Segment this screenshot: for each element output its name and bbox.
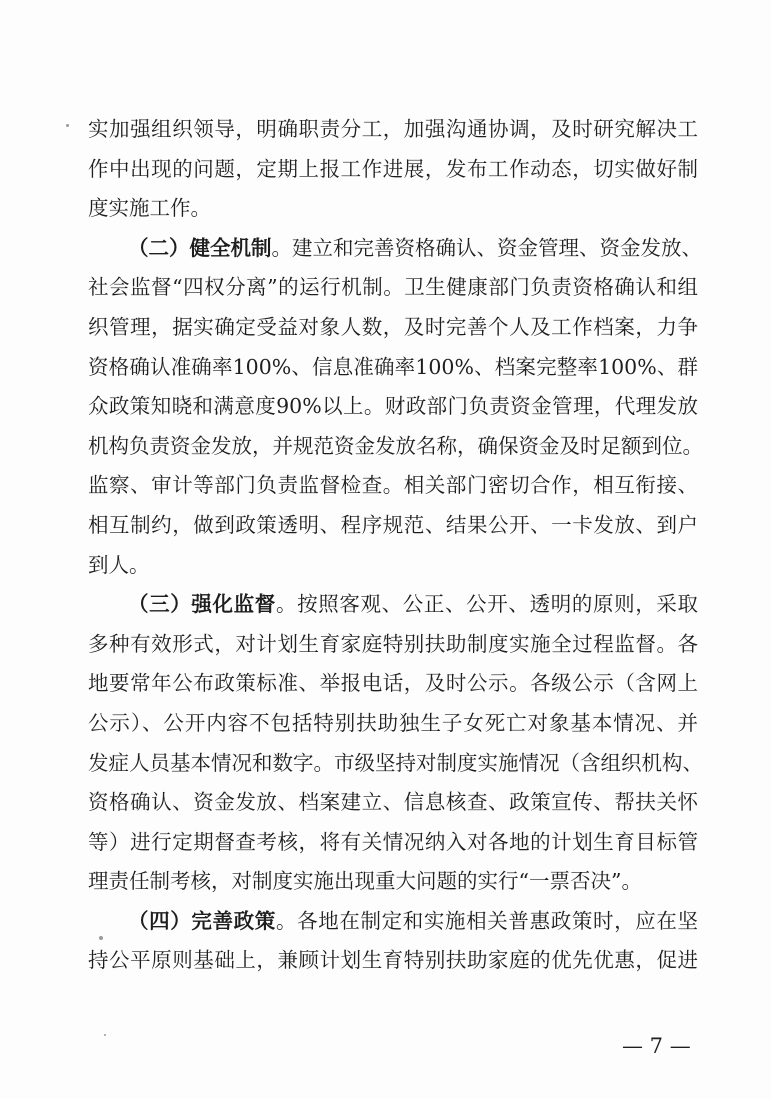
paragraph-line: 持公平原则基础上，兼顾计划生育特别扶助家庭的优先优惠，促进 <box>88 948 698 973</box>
paragraph-line: 织管理，据实确定受益对象人数，及时完善个人及工作档案，力争 <box>88 314 698 339</box>
page-number: — 7 — <box>622 1034 691 1058</box>
paragraph-line: 众政策知晓和满意度90%以上。财政部门负责资金管理，代理发放 <box>88 394 698 419</box>
paragraph-line: 资格确认准确率100%、信息准确率100%、档案完整率100%、群 <box>88 354 698 379</box>
paragraph-line: 多种有效形式，对计划生育家庭特别扶助制度实施全过程监督。各 <box>88 631 698 656</box>
paragraph-line: 实加强组织领导，明确职责分工，加强沟通协调，及时研究解决工 <box>88 117 698 141</box>
paragraph-line: 度实施工作。 <box>88 196 211 221</box>
paragraph-first-line <box>88 585 698 625</box>
paragraph-text: 。各地在制定和实施相关普惠政策时，应在坚 <box>275 908 699 933</box>
paragraph-text: 。按照客观、公正、公开、透明的原则，采取 <box>275 592 699 617</box>
paragraph-line: 机构负责资金发放，并规范资金发放名称，确保资金及时足额到位。 <box>88 433 703 458</box>
paragraph-line: 相互制约，做到政策透明、程序规范、结果公开、一卡发放、到户 <box>88 512 698 537</box>
paragraph-line: 公示）、公开内容不包括特别扶助独生子女死亡对象基本情况、并 <box>88 710 698 735</box>
paragraph-line: 发症人员基本情况和数字。市级坚持对制度实施情况（含组织机构、 <box>88 750 703 775</box>
paragraph-text: 。建立和完善资格确认、资金管理、资金发放、 <box>271 235 702 260</box>
paragraph-first-line <box>88 902 698 942</box>
paragraph-line: 监察、审计等部门负责监督检查。相关部门密切合作，相互衔接、 <box>88 473 698 498</box>
paragraph-line: 到人。 <box>88 552 150 577</box>
section-heading: （三）强化监督 <box>128 592 276 617</box>
paragraph-line: 等）进行定期督查考核，将有关情况纳入对各地的计划生育目标管 <box>88 829 698 854</box>
paragraph-line: 地要常年公布政策标准、举报电话，及时公示。各级公示（含网上 <box>88 671 698 696</box>
scan-speck <box>66 124 69 127</box>
paragraph-line: 作中出现的问题，定期上报工作进展，发布工作动态，切实做好制 <box>88 156 698 181</box>
paragraph-first-line <box>88 229 702 269</box>
scan-speck <box>104 1034 106 1036</box>
body-text <box>88 110 703 981</box>
paragraph-line: 社会监督“四权分离”的运行机制。卫生健康部门负责资格确认和组 <box>88 275 698 300</box>
section-heading: （二）健全机制 <box>128 235 272 260</box>
section-heading: （四）完善政策 <box>128 908 276 933</box>
paragraph-line: 理责任制考核，对制度实施出现重大问题的实行“一票否决”。 <box>88 869 642 894</box>
paragraph-line: 资格确认、资金发放、档案建立、信息核查、政策宣传、帮扶关怀 <box>88 790 698 815</box>
